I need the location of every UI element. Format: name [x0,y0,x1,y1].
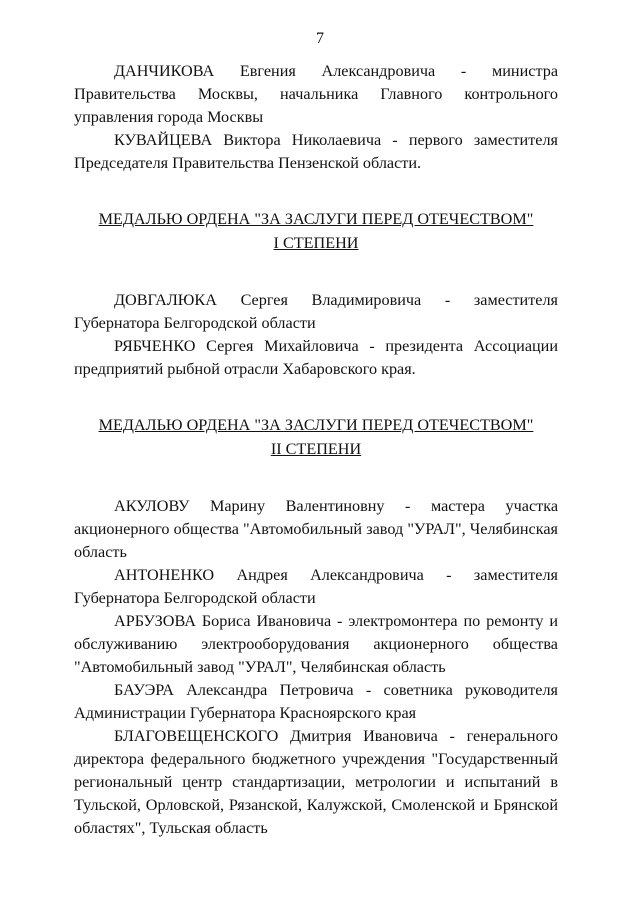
person-name: АНТОНЕНКО [114,566,215,584]
page-number: 7 [316,30,324,47]
heading-degree: I СТЕПЕНИ [273,234,359,252]
person-name: КУВАЙЦЕВА [114,131,213,149]
person-details: Виктора Николаевича - первого заместителя Председателя Правительства Пензенской области. [74,131,558,172]
award-list-first-degree [74,289,558,381]
award-list-prior [74,60,558,175]
award-entry [74,610,558,679]
person-details: Сергея Михайловича - президента Ассоциации предприятий рыбной отрасли Хабаровского края. [74,337,559,378]
person-details: Бориса Ивановича - электромонтера по ремонту и обслуживанию электрооборудования акционерного общества "Автомобильный завод "УРАЛ", Челябинская область [74,612,558,676]
document-body [74,60,558,872]
award-entry [74,679,558,725]
award-entry [74,129,558,175]
person-name: РЯБЧЕНКО [114,337,196,355]
person-name: БАУЭРА [114,681,174,699]
heading-line: МЕДАЛЬЮ ОРДЕНА "ЗА ЗАСЛУГИ ПЕРЕД ОТЕЧЕСТВОМ" [98,416,534,434]
section-heading-first-degree [74,207,558,255]
person-details: Александра Петровича - советника руководителя Администрации Губернатора Красноярского края [74,681,558,722]
award-entry [74,60,558,129]
person-details: Сергея Владимировича - заместителя Губернатора Белгородской области [74,291,558,332]
person-details: Евгения Александровича - министра Правительства Москвы, начальника Главного контрольного управления города Москвы [74,62,558,126]
award-entry [74,495,558,564]
person-name: АРБУЗОВА [114,612,196,630]
award-entry [74,289,558,335]
award-entry [74,335,558,381]
award-entry [74,725,558,840]
award-entry [74,564,558,610]
person-name: ДОВГАЛЮКА [114,291,217,309]
person-details: Андрея Александровича - заместителя Губернатора Белгородской области [74,566,558,607]
section-heading-second-degree [74,413,558,461]
person-name: БЛАГОВЕЩЕНСКОГО [114,727,279,745]
person-name: АКУЛОВУ [114,497,190,515]
person-details: Марину Валентиновну - мастера участка акционерного общества "Автомобильный завод "УРАЛ", Челябинская область [74,497,559,561]
heading-line: МЕДАЛЬЮ ОРДЕНА "ЗА ЗАСЛУГИ ПЕРЕД ОТЕЧЕСТВОМ" [98,210,534,228]
heading-degree: II СТЕПЕНИ [270,440,362,458]
award-list-second-degree [74,495,558,840]
person-details: Дмитрия Ивановича - генерального директора федерального бюджетного учреждения "Государственный региональный центр стандартизации, метрологии и испытаний в Тульской, Орловской, Рязанской, Калужской, Смоленской и Брянской областях", Тульская область [74,727,558,837]
person-name: ДАНЧИКОВА [114,62,215,80]
